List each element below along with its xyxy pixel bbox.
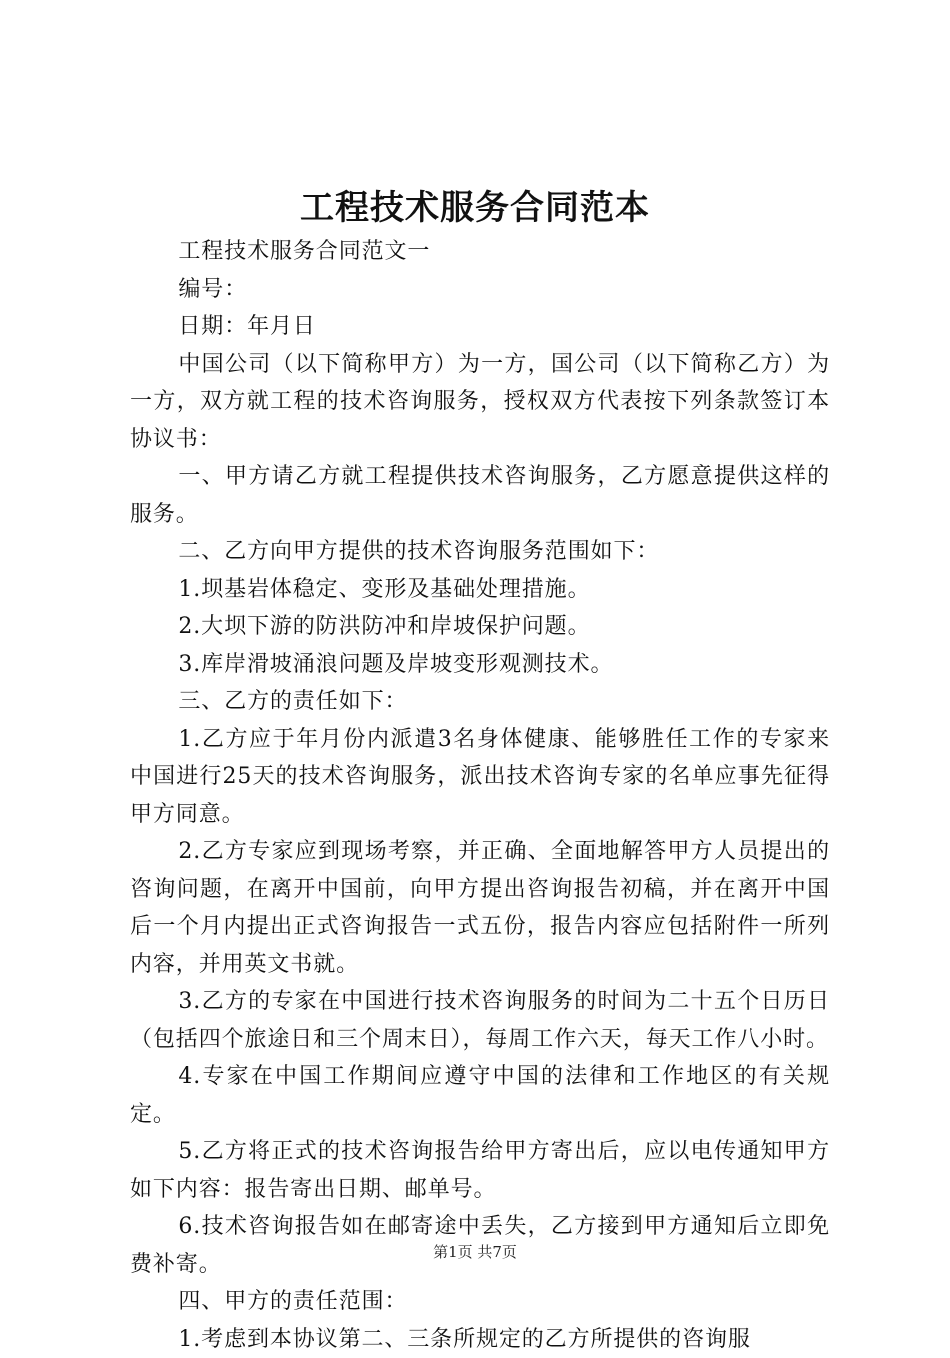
paragraph: 编号： [130,271,830,309]
paragraph: 三、乙方的责任如下： [130,683,830,721]
paragraph: 中国公司（以下简称甲方）为一方，国公司（以下简称乙方）为一方，双方就工程的技术咨询服务，授权双方代表按下列条款签订本协议书： [130,346,830,459]
paragraph: 4.专家在中国工作期间应遵守中国的法律和工作地区的有关规定。 [130,1058,830,1133]
page-footer: 第1页 共7页 [0,1242,950,1262]
document-title: 工程技术服务合同范本 [0,182,950,234]
paragraph: 一、甲方请乙方就工程提供技术咨询服务，乙方愿意提供这样的服务。 [130,458,830,533]
paragraph: 二、乙方向甲方提供的技术咨询服务范围如下： [130,533,830,571]
paragraph: 1.坝基岩体稳定、变形及基础处理措施。 [130,571,830,609]
paragraph: 2.大坝下游的防洪防冲和岸坡保护问题。 [130,608,830,646]
paragraph: 3.库岸滑坡涌浪问题及岸坡变形观测技术。 [130,646,830,684]
paragraph: 日期：年月日 [130,308,830,346]
paragraph: 1.乙方应于年月份内派遣3名身体健康、能够胜任工作的专家来中国进行25天的技术咨询服务，派出技术咨询专家的名单应事先征得甲方同意。 [130,721,830,834]
document-body [130,233,830,1358]
paragraph: 四、甲方的责任范围： [130,1283,830,1321]
paragraph: 3.乙方的专家在中国进行技术咨询服务的时间为二十五个日历日（包括四个旅途日和三个周末日），每周工作六天，每天工作八小时。 [130,983,830,1058]
paragraph: 5.乙方将正式的技术咨询报告给甲方寄出后，应以电传通知甲方如下内容：报告寄出日期、邮单号。 [130,1133,830,1208]
paragraph: 6.技术咨询报告如在邮寄途中丢失，乙方接到甲方通知后立即免费补寄。 [130,1208,830,1283]
paragraph: 工程技术服务合同范文一 [130,233,830,271]
paragraph: 2.乙方专家应到现场考察，并正确、全面地解答甲方人员提出的咨询问题，在离开中国前，向甲方提出咨询报告初稿，并在离开中国后一个月内提出正式咨询报告一式五份，报告内容应包括附件一所列内容，并用英文书就。 [130,833,830,983]
paragraph: 1.考虑到本协议第二、三条所规定的乙方所提供的咨询服 [130,1321,830,1358]
